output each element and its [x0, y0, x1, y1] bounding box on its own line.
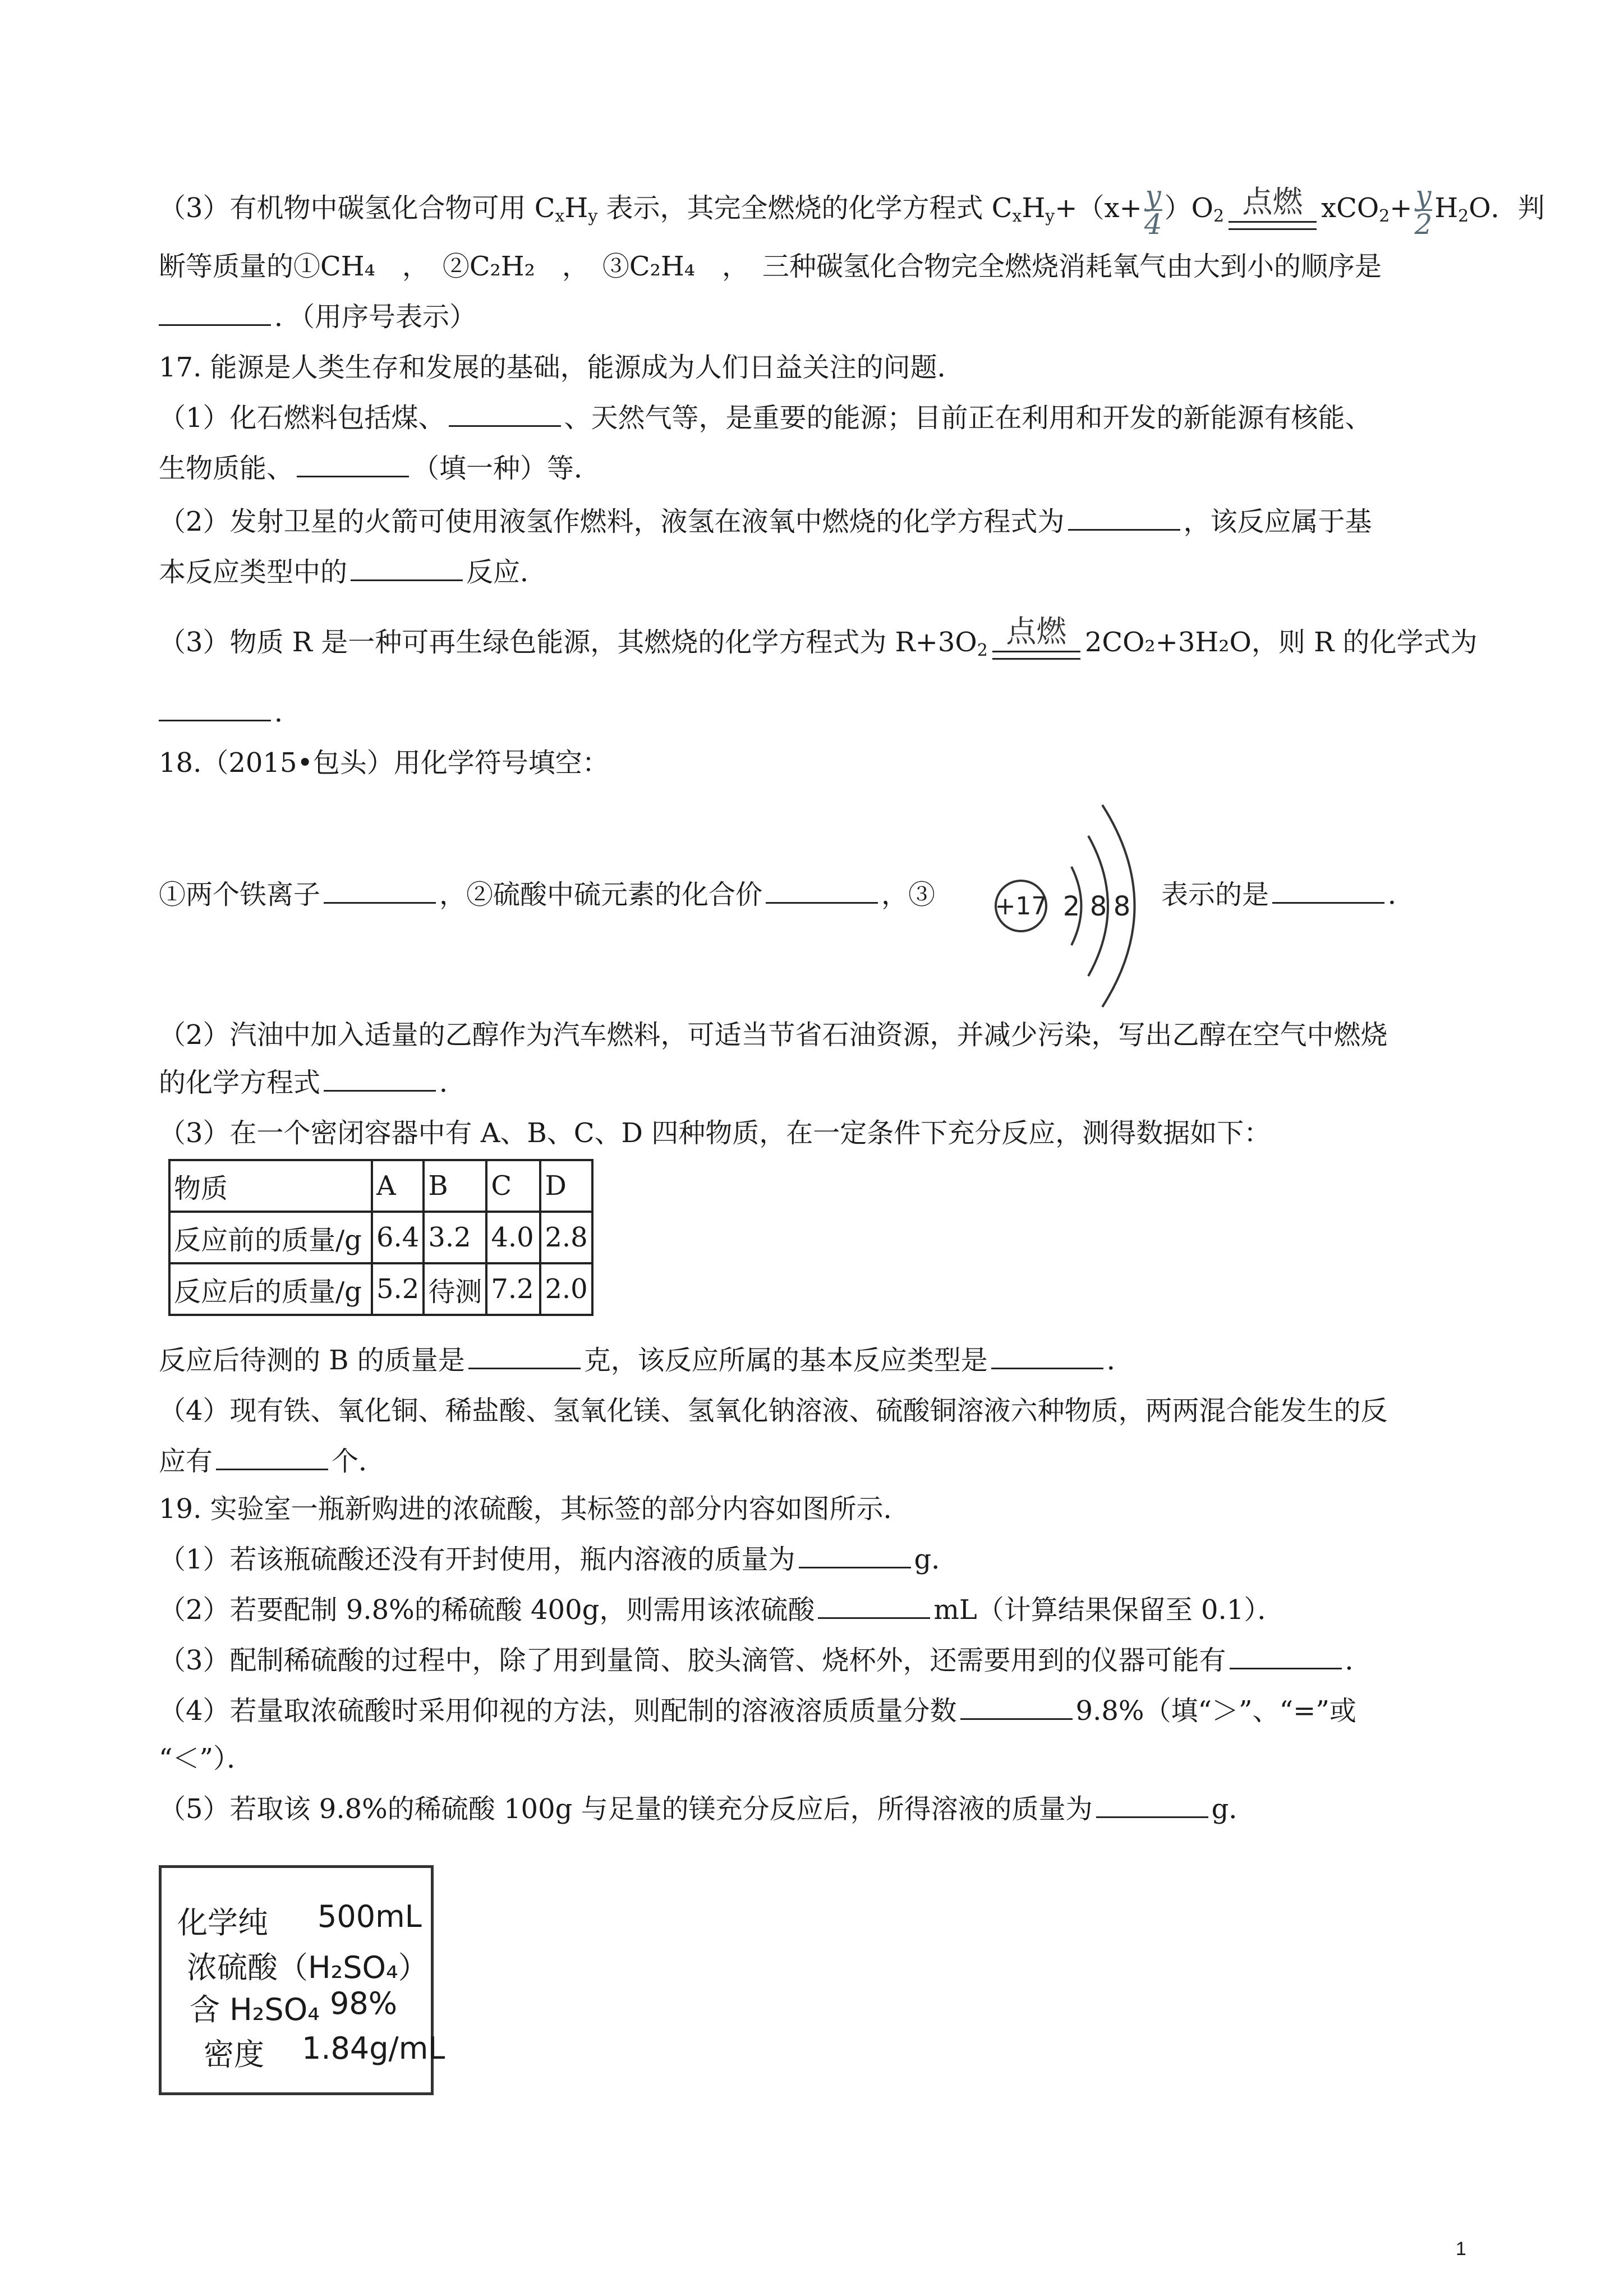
- double-bar: [1229, 221, 1317, 230]
- nucleus-charge: +17: [995, 892, 1047, 921]
- label-percent: 98%: [330, 1986, 398, 2021]
- q19-text: （4）若量取浓硫酸时采用仰视的方法，则配制的溶液溶质质量分数: [159, 1695, 957, 1727]
- q19-part5: [159, 1792, 1255, 1826]
- sub-2: 2: [977, 641, 988, 660]
- q18-part2-line2: [159, 1066, 466, 1099]
- frac-den: 4: [1144, 208, 1162, 241]
- q19-part1: [159, 1543, 958, 1576]
- frac-num: y: [1145, 180, 1161, 212]
- q18-text: 的化学方程式: [159, 1067, 321, 1098]
- q19-text: g．: [1211, 1793, 1256, 1825]
- q19-text: 9.8%（填“＞”、“=”或: [1075, 1695, 1356, 1727]
- q18-text: 克，该反应所属的基本反应类型是: [583, 1345, 988, 1376]
- sub-x: x: [1012, 206, 1022, 226]
- answer-blank[interactable]: [799, 1561, 911, 1568]
- table-header-cell: A: [372, 1160, 424, 1212]
- reaction-arrow: [990, 614, 1083, 668]
- table-cell: 2.8: [540, 1212, 592, 1263]
- answer-blank[interactable]: [449, 420, 561, 427]
- q18-stem: 18.（2015•包头）用化学符号填空：: [159, 747, 609, 779]
- answer-blank[interactable]: [216, 1463, 328, 1470]
- q18-part3-intro: （3）在一个密闭容器中有 A、B、C、D 四种物质，在一定条件下充分反应，测得数据如下：: [159, 1117, 1271, 1149]
- table-cell: 7.2: [486, 1263, 540, 1315]
- answer-blank[interactable]: [1096, 1811, 1208, 1818]
- q16-text: ）O: [1164, 192, 1213, 224]
- reagent-label: [159, 1865, 445, 2095]
- reaction-condition: 点燃: [1242, 184, 1303, 219]
- table-header-cell: C: [486, 1160, 540, 1212]
- q18-text: ，③: [881, 879, 936, 910]
- answer-blank[interactable]: [991, 1362, 1103, 1369]
- q18-part3-after: [159, 1343, 1134, 1377]
- table-cell: 3.2: [424, 1212, 486, 1263]
- answer-blank[interactable]: [159, 714, 271, 721]
- q17-part2-line1: [159, 505, 1372, 539]
- label-name: 浓硫酸（H₂SO₄）: [187, 1950, 429, 1985]
- q18-text: 表示的是: [1161, 879, 1269, 910]
- table-cell: 待测: [424, 1263, 486, 1315]
- q18-text: ．: [1388, 879, 1415, 910]
- q17-text: 、天然气等，是重要的能源；目前正在利用和开发的新能源有核能、: [564, 402, 1372, 434]
- q18-part1-tail: [1161, 878, 1415, 912]
- q16-3-line1: [159, 180, 1545, 241]
- sub-x: x: [555, 206, 565, 226]
- sub-2: 2: [1213, 206, 1225, 226]
- q16-text: ．（用序号表示）: [274, 301, 477, 333]
- q17-text: 本反应类型中的: [159, 556, 348, 588]
- atom-structure-diagram: [987, 797, 1184, 1015]
- q19-part2: [159, 1593, 1284, 1627]
- q18-text: 应有: [159, 1446, 213, 1477]
- answer-blank[interactable]: [297, 470, 409, 477]
- q17-text: 反应．: [466, 556, 548, 588]
- q16-text: （3）有机物中碳氢化合物可用 C: [159, 192, 555, 224]
- q16-text: H: [1434, 192, 1459, 224]
- q18-text: ．: [439, 1067, 467, 1098]
- sub-2: 2: [1458, 206, 1469, 226]
- shell-electrons-3: 8: [1113, 891, 1131, 922]
- q19-text: （5）若取该 9.8%的稀硫酸 100g 与足量的镁充分反应后，所得溶液的质量为: [159, 1793, 1093, 1825]
- q18-text: ，②硫酸中硫元素的化合价: [439, 879, 763, 910]
- answer-blank[interactable]: [324, 1084, 436, 1092]
- q18-text: ①两个铁离子: [159, 879, 321, 910]
- q16-text: H: [564, 192, 588, 224]
- q17-text: （3）物质 R 是一种可再生绿色能源，其燃烧的化学方程式为 R+3O: [159, 627, 977, 658]
- q17-text: 生物质能、: [159, 453, 294, 484]
- table-row: [169, 1212, 592, 1263]
- q19-part4-line1: [159, 1694, 1356, 1728]
- q17-text: （填一种）等．: [412, 453, 601, 484]
- q16-text: xCO: [1321, 192, 1379, 224]
- q17-part1-line2: [159, 452, 601, 485]
- q16-3-line2: 断等质量的①CH₄ ， ②C₂H₂ ， ③C₂H₄ ， 三种碳氢化合物完全燃烧消耗氧气由大到小的顺序是: [159, 251, 1382, 282]
- q17-text: ，该反应属于基: [1183, 506, 1372, 537]
- q16-text: H: [1022, 192, 1046, 224]
- q18-part2-line1: （2）汽油中加入适量的乙醇作为汽车燃料，可适当节省石油资源，并减少污染，写出乙醇在空气中燃烧: [159, 1019, 1388, 1051]
- q17-stem: 17. 能源是人类生存和发展的基础，能源成为人们日益关注的问题．: [159, 352, 964, 383]
- shell-electrons-1: 2: [1062, 891, 1080, 922]
- table-header-cell: D: [540, 1160, 592, 1212]
- table-cell: 6.4: [372, 1212, 424, 1263]
- q17-part1-line1: [159, 401, 1372, 435]
- q19-part3: [159, 1644, 1372, 1677]
- table-cell: 反应前的质量/g: [169, 1212, 372, 1263]
- table-header-row: [169, 1160, 592, 1212]
- table-row: [169, 1263, 592, 1315]
- q16-3-line3: [159, 300, 476, 334]
- label-content: 含 H₂SO₄: [190, 1992, 320, 2027]
- q19-text: （3）配制稀硫酸的过程中，除了用到量筒、胶头滴管、烧杯外，还需要用到的仪器可能有: [159, 1645, 1226, 1676]
- q18-part4-line1: （4）现有铁、氧化铜、稀盐酸、氢氧化镁、氢氧化钠溶液、硫酸铜溶液六种物质，两两混合能发生的反: [159, 1395, 1388, 1427]
- q19-text: g．: [914, 1544, 959, 1575]
- q17-text: 2CO₂+3H₂O，则 R 的化学式为: [1084, 627, 1478, 658]
- q17-text: （1）化石燃料包括煤、: [159, 402, 445, 434]
- q19-text: mL（计算结果保留至 0.1）．: [933, 1594, 1285, 1626]
- q17-part3-line2: [159, 696, 301, 729]
- answer-blank[interactable]: [766, 896, 878, 904]
- double-bar: [992, 651, 1080, 660]
- q19-part4-line2: “＜”）．: [159, 1743, 254, 1774]
- table-cell: 4.0: [486, 1212, 540, 1263]
- q17-text: ．: [274, 697, 302, 728]
- label-grade: 化学纯: [177, 1905, 268, 1940]
- answer-blank[interactable]: [1272, 896, 1384, 904]
- fraction-y-over-2: [1414, 180, 1433, 241]
- answer-blank[interactable]: [159, 319, 271, 326]
- fraction-y-over-4: [1144, 180, 1162, 241]
- q17-part2-line2: [159, 555, 547, 589]
- answer-blank[interactable]: [351, 574, 463, 581]
- q19-stem: 19. 实验室一瓶新购进的浓硫酸，其标签的部分内容如图所示．: [159, 1493, 910, 1525]
- q18-text: 个．: [332, 1446, 386, 1477]
- table-cell: 2.0: [540, 1263, 592, 1315]
- answer-blank[interactable]: [818, 1612, 930, 1619]
- answer-blank[interactable]: [1068, 523, 1180, 531]
- answer-blank[interactable]: [468, 1362, 581, 1369]
- q18-text: 反应后待测的 B 的质量是: [159, 1345, 465, 1376]
- answer-blank[interactable]: [1230, 1662, 1342, 1669]
- frac-num: y: [1415, 180, 1432, 212]
- label-volume: 500mL: [318, 1899, 422, 1934]
- q18-part1: [159, 878, 935, 912]
- reaction-condition: 点燃: [1006, 614, 1067, 649]
- q17-part3-line1: [159, 614, 1478, 668]
- reaction-data-table: [168, 1159, 594, 1316]
- q19-text: ．: [1345, 1645, 1372, 1676]
- answer-blank[interactable]: [324, 896, 436, 904]
- sub-y: y: [1045, 206, 1055, 226]
- q18-text: ．: [1106, 1345, 1134, 1376]
- table-cell: 5.2: [372, 1263, 424, 1315]
- q16-text: +: [1390, 192, 1413, 224]
- q16-text: +（x+: [1055, 192, 1142, 224]
- frac-den: 2: [1414, 208, 1433, 241]
- sub-2: 2: [1379, 206, 1390, 226]
- q16-text: O．判: [1469, 192, 1545, 224]
- q16-text: 表示，其完全燃烧的化学方程式 C: [597, 192, 1013, 224]
- q18-part4-line2: [159, 1444, 385, 1478]
- label-density-name: 密度: [204, 2037, 264, 2072]
- q17-text: （2）发射卫星的火箭可使用液氢作燃料，液氢在液氧中燃烧的化学方程式为: [159, 506, 1065, 537]
- table-cell: 反应后的质量/g: [169, 1263, 372, 1315]
- sub-y: y: [588, 206, 598, 226]
- answer-blank[interactable]: [960, 1713, 1073, 1720]
- table-header-cell: 物质: [169, 1160, 372, 1212]
- reaction-arrow: [1226, 184, 1319, 238]
- table-header-cell: B: [424, 1160, 486, 1212]
- label-density-value: 1.84g/mL: [302, 2031, 445, 2066]
- q19-text: （2）若要配制 9.8%的稀硫酸 400g，则需用该浓硫酸: [159, 1594, 815, 1626]
- q19-text: （1）若该瓶硫酸还没有开封使用，瓶内溶液的质量为: [159, 1544, 795, 1575]
- shell-electrons-2: 8: [1089, 891, 1107, 922]
- page-number: 1: [1456, 2238, 1466, 2260]
